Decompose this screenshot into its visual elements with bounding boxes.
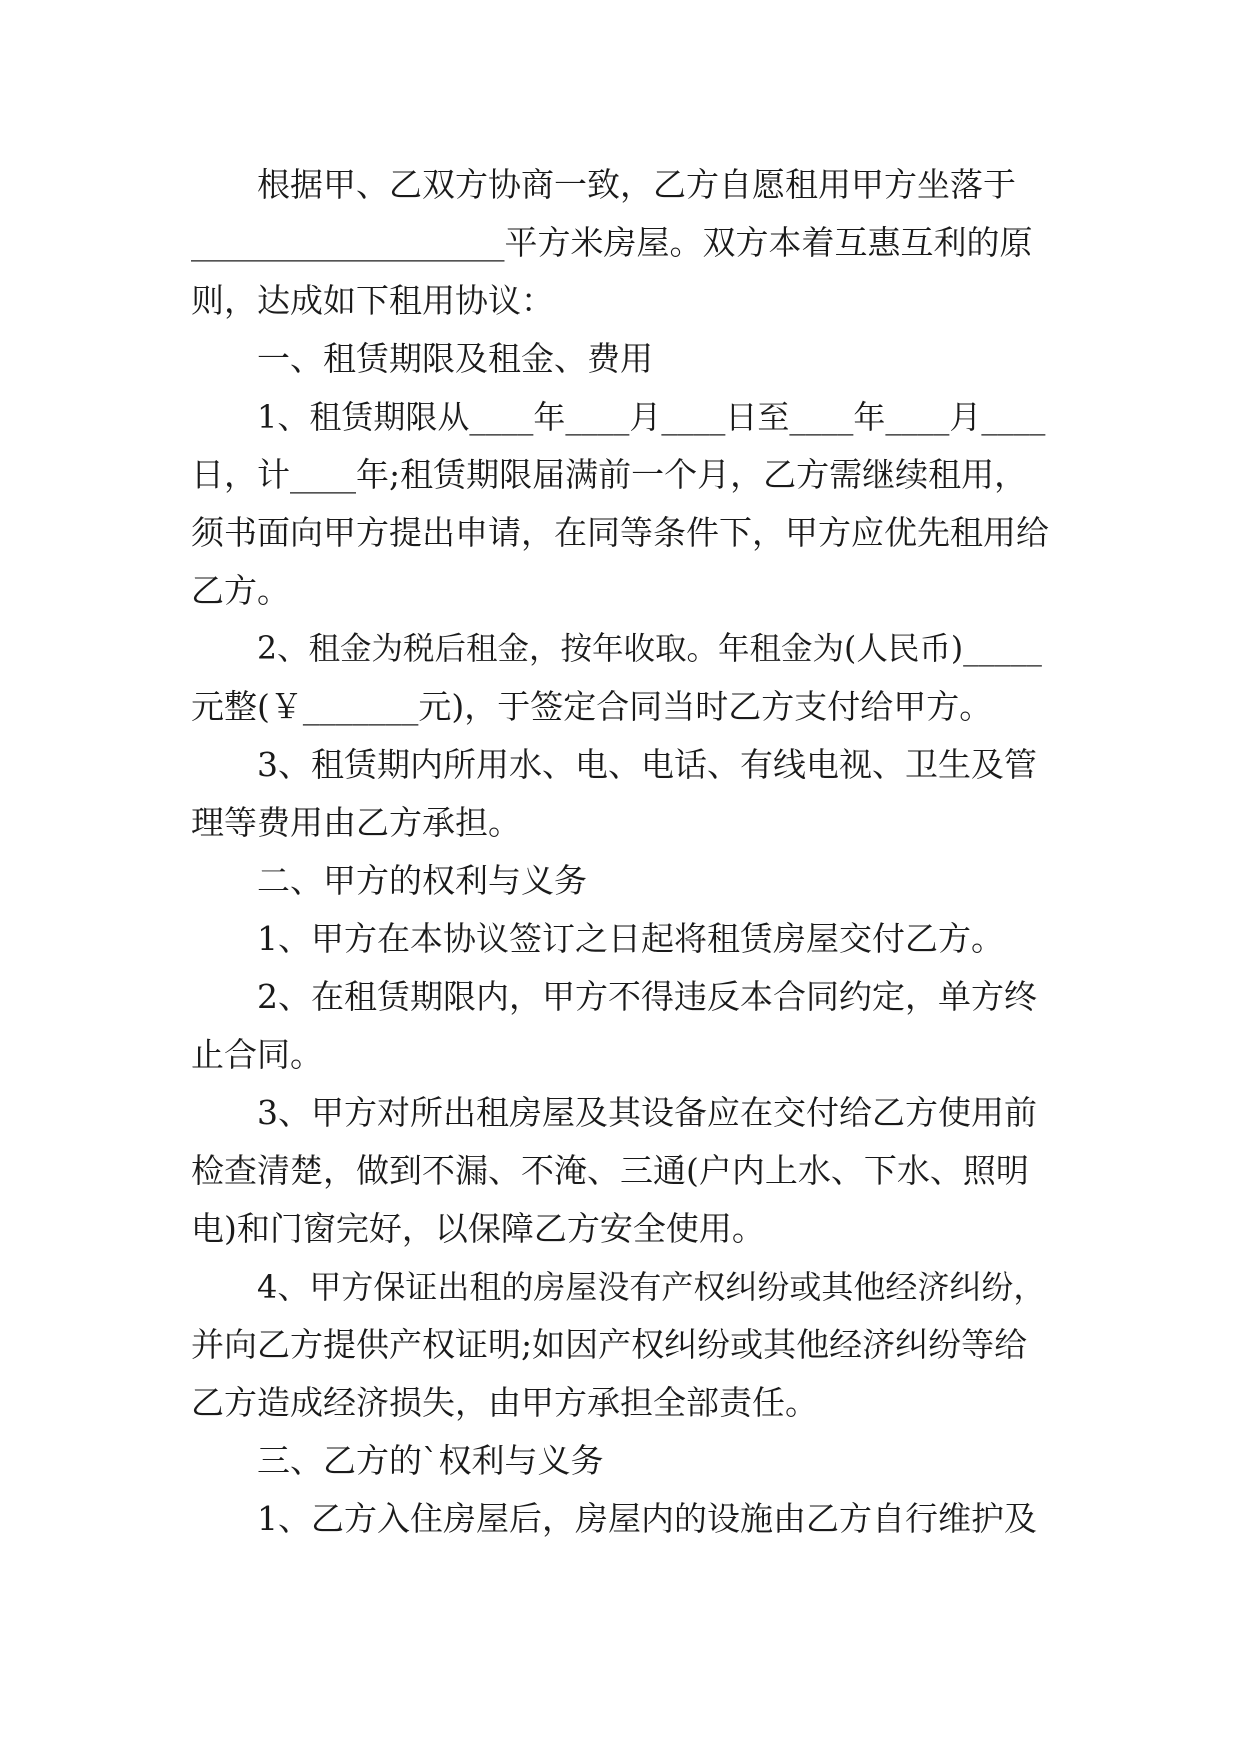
text-line: ___________________平方米房屋。双方本着互惠互利的原 — [191, 223, 1033, 262]
text-line: 4、甲方保证出租的房屋没有产权纠纷或其他经济纠纷， — [257, 1268, 1046, 1306]
text-line: 2、在租赁期限内，甲方不得违反本合同约定，单方终 — [257, 977, 1037, 1016]
text-line: 则，达成如下租用协议： — [191, 281, 554, 320]
section-heading: 二、甲方的权利与义务 — [257, 861, 587, 900]
text-line: 检查清楚，做到不漏、不淹、三通(户内上水、下水、照明 — [191, 1151, 1029, 1190]
text-line: 1、甲方在本协议签订之日起将租赁房屋交付乙方。 — [257, 919, 1004, 958]
text-line: 乙方造成经济损失，由甲方承担全部责任。 — [191, 1383, 818, 1422]
document-body — [191, 156, 1051, 1548]
text-line: 3、甲方对所出租房屋及其设备应在交付给乙方使用前 — [257, 1093, 1037, 1132]
text-line: 根据甲、乙双方协商一致，乙方自愿租用甲方坐落于 — [257, 165, 1016, 204]
text-line: 元整(￥_______元)，于签定合同当时乙方支付给甲方。 — [191, 687, 993, 726]
text-line: 日，计____年;租赁期限届满前一个月，乙方需继续租用， — [191, 455, 1028, 494]
section-heading: 一、租赁期限及租金、费用 — [257, 339, 653, 378]
section-heading: 三、乙方的`权利与义务 — [257, 1441, 604, 1480]
text-line: 乙方。 — [191, 571, 290, 610]
text-line: 止合同。 — [191, 1035, 323, 1074]
text-line: 须书面向甲方提出申请，在同等条件下，甲方应优先租用给 — [191, 513, 1049, 552]
text-line: 理等费用由乙方承担。 — [191, 803, 521, 842]
text-line: 1、租赁期限从____年____月____日至____年____月____ — [257, 398, 1046, 436]
text-line: 2、租金为税后租金，按年收取。年租金为(人民币)_____ — [257, 631, 1042, 667]
text-line: 并向乙方提供产权证明;如因产权纠纷或其他经济纠纷等给 — [191, 1325, 1028, 1364]
text-line: 电)和门窗完好，以保障乙方安全使用。 — [191, 1209, 765, 1248]
text-line: 3、租赁期内所用水、电、电话、有线电视、卫生及管 — [257, 745, 1037, 784]
text-line: 1、乙方入住房屋后，房屋内的设施由乙方自行维护及 — [257, 1499, 1037, 1538]
